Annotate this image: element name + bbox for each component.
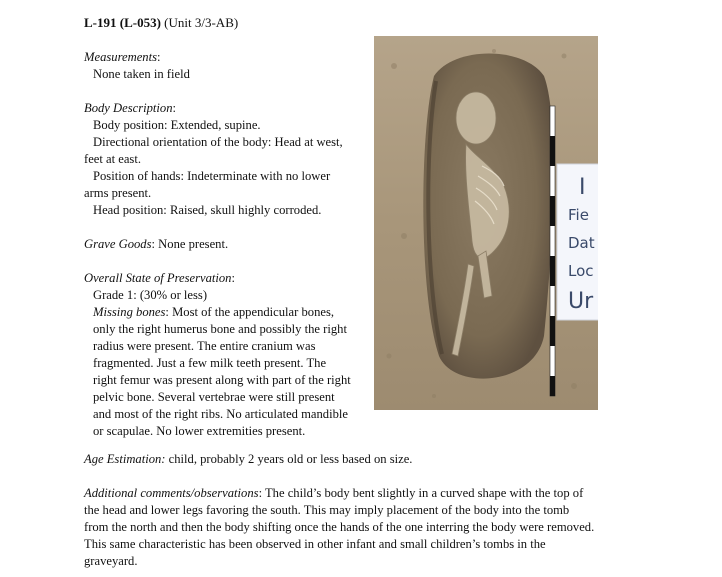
sign-line-4: Loc bbox=[568, 262, 594, 280]
age-estimation-heading: Age Estimation: bbox=[84, 452, 166, 466]
additional-line-5: graveyard. bbox=[84, 554, 138, 568]
grave-goods-section: Grave Goods: None present. bbox=[84, 237, 229, 251]
sign-line-3: Dat bbox=[568, 234, 595, 252]
body-description-section: Body Description: Body position: Extended, supine. Directional orientation of the body: Head at west, feet at east. Position of hands: Indeterminate with no lower arms present. Head position: Raised, skull highly corroded. bbox=[84, 100, 366, 219]
burial-details bbox=[84, 49, 366, 440]
hands-position-line-cont: arms present. bbox=[84, 186, 152, 200]
burial-id: L-191 (L-053) bbox=[84, 15, 161, 30]
preservation-grade: Grade 1: (30% or less) bbox=[93, 288, 208, 302]
additional-comments-section: Additional comments/observations: The child’s body bent slightly in a curved shape with the top of the head and lower legs favoring the south. This may imply placement of the body into the tomb from the north and then the body shifting once the hands of the one interring the body were removed. This same characteristic has been observed in other infant and small children’s tombs in the graveyard. bbox=[84, 485, 624, 570]
missing-bones-label: Missing bones bbox=[93, 305, 166, 319]
scale-bar bbox=[550, 106, 555, 396]
body-position-line: Body position: Extended, supine. bbox=[93, 118, 261, 132]
measurements-heading: Measurements bbox=[84, 50, 157, 64]
measurements-section: Measurements: None taken in field bbox=[84, 49, 366, 83]
grave-goods-value: None present. bbox=[158, 237, 229, 251]
burial-title bbox=[84, 14, 238, 31]
grave-goods-heading: Grave Goods bbox=[84, 237, 152, 251]
orientation-line: Directional orientation of the body: Head at west, bbox=[93, 135, 343, 149]
additional-line-4: This same characteristic has been observed in other infant and small children’s tombs in the bbox=[84, 537, 546, 551]
burial-photo bbox=[374, 36, 598, 410]
additional-comments-heading: Additional comments/observations bbox=[84, 486, 259, 500]
missing-bones-line-2: only the right humerus bone and possibly the right bbox=[93, 322, 347, 336]
missing-bones-line-4: fragmented. Just a few milk teeth present. The bbox=[93, 356, 327, 370]
additional-line-3: from the north and then the body shifting once the hands of the one interring the body were removed. bbox=[84, 520, 595, 534]
preservation-section: Overall State of Preservation: Grade 1: (30% or less) Missing bones: Most of the appendicular bones, only the right humerus bone and possibly the right radius were present. The entire cranium was fragmented. Just a few milk teeth present. The right femur was present along with part of the right pelvic bone. Several vertebrae were still present and most of the right ribs. No articulated mandible or scapulae. No lower extremities present. bbox=[84, 270, 366, 440]
measurements-value: None taken in field bbox=[93, 67, 190, 81]
missing-bones-line-1: Missing bones: Most of the appendicular bones, bbox=[93, 305, 335, 319]
additional-line-1: The child’s body bent slightly in a curved shape with the top of bbox=[264, 486, 584, 500]
orientation-line-cont: feet at east. bbox=[84, 152, 141, 166]
hands-position-line: Position of hands: Indeterminate with no lower bbox=[93, 169, 331, 183]
missing-bones-line-6: pelvic bone. Several vertebrae were still present bbox=[93, 390, 335, 404]
body-description-heading: Body Description bbox=[84, 101, 173, 115]
missing-bones-line-5: right femur was present along with part of the right bbox=[93, 373, 351, 387]
missing-bones-line-7: and most of the right ribs. No articulated mandible bbox=[93, 407, 348, 421]
age-estimation-value: child, probably 2 years old or less based on size. bbox=[168, 452, 413, 466]
age-estimation-section bbox=[84, 451, 624, 468]
sign-line-1: I bbox=[579, 175, 586, 200]
burial-unit: (Unit 3/3-AB) bbox=[164, 15, 239, 30]
head-position-line: Head position: Raised, skull highly corroded. bbox=[93, 203, 322, 217]
sign-line-2: Fie bbox=[568, 206, 589, 224]
missing-bones-line-3: radius were present. The entire cranium was bbox=[93, 339, 316, 353]
additional-line-2: the head and lower legs favoring the south. This may imply placement of the body into the tomb bbox=[84, 503, 570, 517]
burial-photo-image bbox=[374, 36, 598, 410]
field-sign bbox=[557, 164, 598, 320]
sign-line-5: Ur bbox=[568, 289, 594, 314]
missing-bones-line-8: or scapulae. No lower extremities present. bbox=[93, 424, 306, 438]
preservation-heading: Overall State of Preservation bbox=[84, 271, 232, 285]
